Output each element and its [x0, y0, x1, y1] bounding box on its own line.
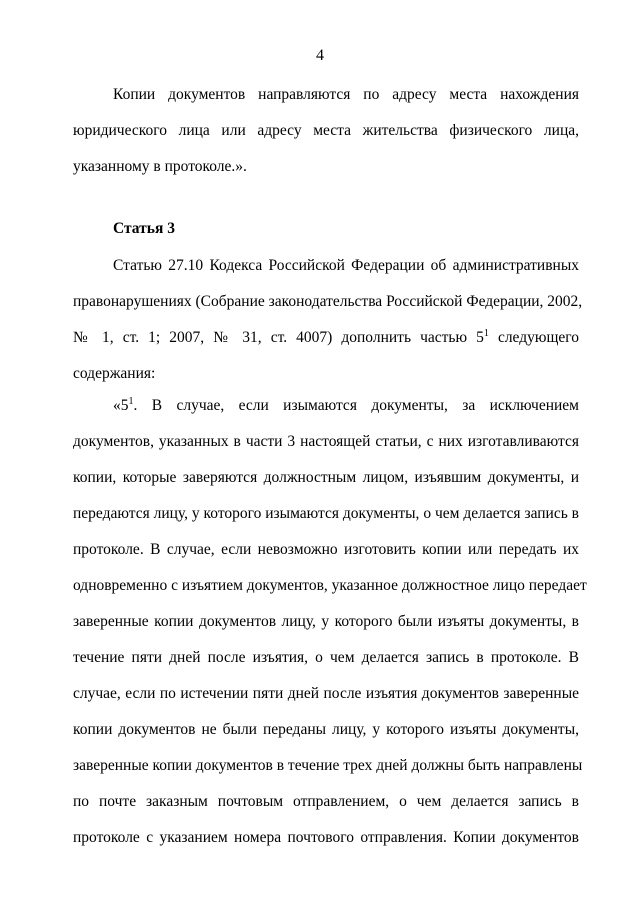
line-text: следующего	[488, 329, 579, 346]
paragraph-line: копии, которые заверяются должностным лицом, изъявшим документы, и	[73, 469, 579, 486]
paragraph-line: заверенные копии документов лицу, у которого были изъяты документы, в	[73, 613, 579, 630]
paragraph-line: протоколе. В случае, если невозможно изготовить копии или передать их	[73, 541, 579, 558]
superscript: 1	[128, 396, 134, 407]
paragraph-line: правонарушениях (Собрание законодательства Российской Федерации, 2002,	[73, 293, 583, 310]
superscript: 1	[483, 328, 489, 339]
paragraph-line: одновременно с изъятием документов, указанное должностное лицо передает	[73, 577, 587, 594]
paragraph-line	[73, 388, 579, 424]
paragraph-line: юридического лица или адресу места жительства физического лица,	[73, 122, 579, 139]
line-text: «5	[113, 397, 129, 414]
paragraph-line: по почте заказным почтовым отправлением, о чем делается запись в	[73, 793, 579, 810]
article-heading: Статья 3	[113, 220, 175, 237]
paragraph-line: протоколе с указанием номера почтового отправления. Копии документов	[73, 829, 579, 846]
line-text: . В случае, если изымаются документы, за исключением	[133, 397, 579, 414]
page-number: 4	[316, 47, 324, 64]
paragraph-line: передаются лицу, у которого изымаются документы, о чем делается запись в	[73, 505, 579, 522]
paragraph-line: копии документов не были переданы лицу, у которого изъяты документы,	[73, 721, 579, 738]
paragraph-line: документов, указанных в части 3 настоящей статьи, с них изготавливаются	[73, 433, 579, 450]
line-text: № 1, ст. 1; 2007, № 31, ст. 4007) дополнить частью 5	[73, 329, 484, 346]
quoted-paragraph	[73, 388, 587, 856]
paragraph-line	[73, 320, 579, 356]
paragraph-line: случае, если по истечении пяти дней после изъятия документов заверенные	[73, 685, 579, 702]
paragraph-line: Копии документов направляются по адресу места нахождения	[113, 86, 579, 103]
paragraph-line: указанному в протоколе.».	[73, 158, 247, 175]
article-paragraph	[73, 248, 583, 392]
paragraph-line: течение пяти дней после изъятия, о чем делается запись в протоколе. В	[73, 649, 579, 666]
paragraph-line: заверенные копии документов в течение трех дней должны быть направлены	[73, 757, 583, 774]
paragraph-line: Статью 27.10 Кодекса Российской Федерации об административных	[113, 257, 579, 274]
intro-paragraph	[73, 77, 579, 185]
paragraph-line: содержания:	[73, 365, 156, 382]
